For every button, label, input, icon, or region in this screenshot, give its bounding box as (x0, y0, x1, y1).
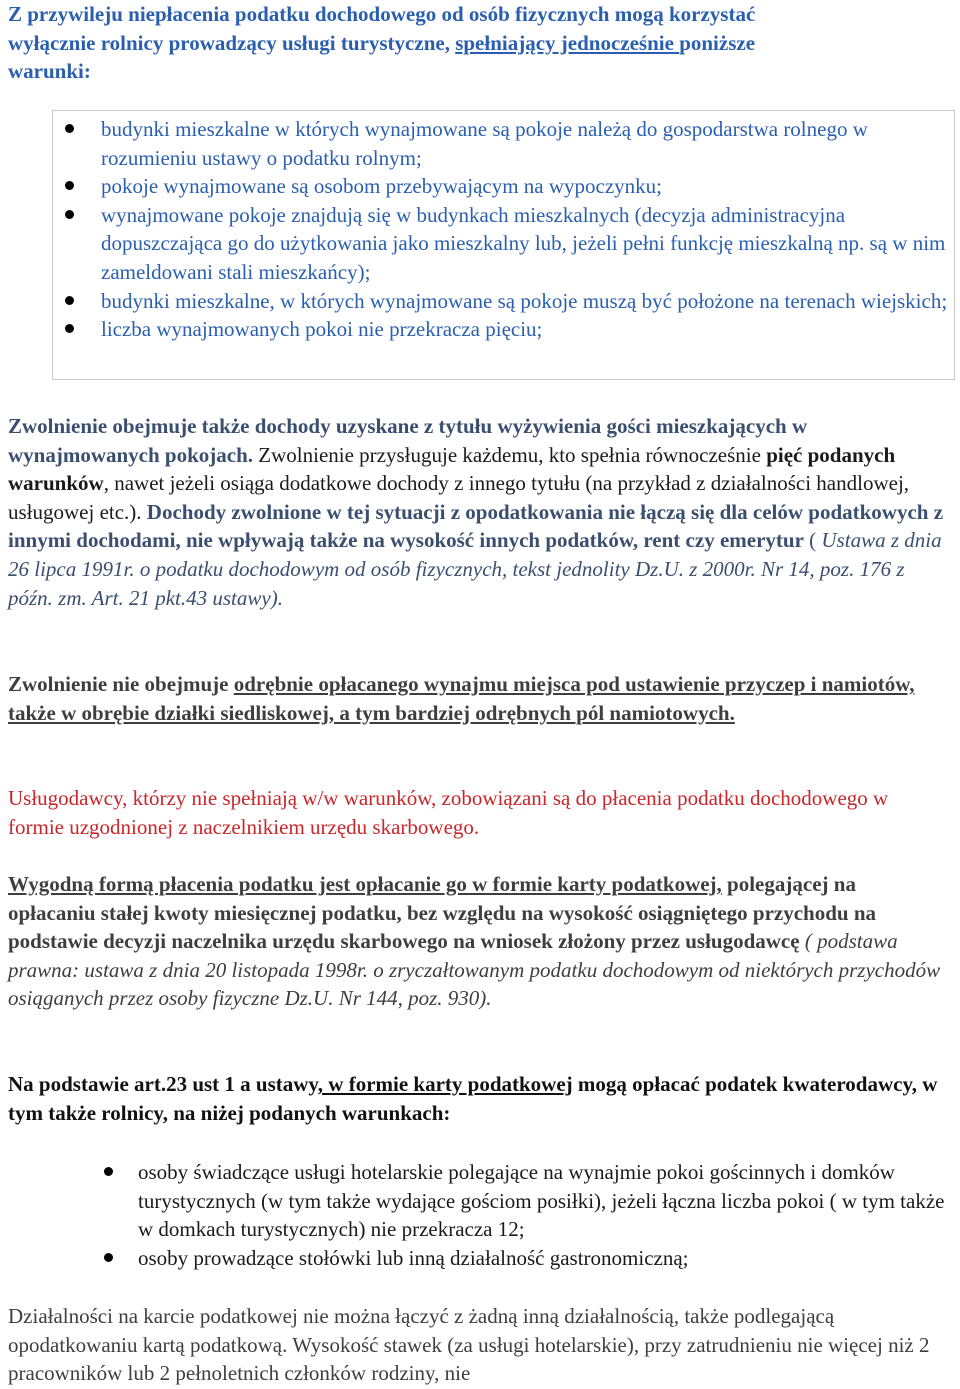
exemption-bold-1: Zwolnienie obejmuje także dochody uzyskane z tytułu wyżywienia gości mieszkających w wynajmowanych pokojach. (8, 414, 808, 467)
final-text: Działalności na karcie podatkowej nie można łączyć z żadną inną działalnością, także podlegającą opodatkowaniu kartą podatkową. Wysokość stawek (za usługi hotelarskie), przy zatrudnieniu nie więcej niż 2 pracowników lub 2 pełnoletnich członków rodziny, nie (8, 1304, 930, 1386)
condition-text: wynajmowane pokoje znajdują się w budynkach mieszkalnych (decyzja administracyjna dopuszczająca go do użytkowania jako mieszkalny lub, jeżeli pełni funkcję mieszkalną np. są w nim zameldowani stali mieszkańcy); (101, 202, 946, 284)
condition-text: budynki mieszkalne, w których wynajmowane są pokoje muszą być położone na terenach wiejskich; (101, 288, 948, 313)
exemption-normal-1: Zwolnienie przysługuje każdemu, kto spełnia równocześnie (253, 442, 767, 467)
exemption-normal-3: ( (803, 528, 822, 553)
exemption-paragraph (8, 412, 948, 612)
exemption-bold-2: pięć podanych warunków (8, 442, 896, 496)
art23-underlined: , w formie karty podatkowej (317, 1072, 573, 1096)
condition-item (101, 172, 954, 201)
intro-line-3: warunki: (8, 59, 91, 84)
karta-legal-basis: ( podstawa prawna: ustawa z dnia 20 listopada 1998r. o zryczałtowanym podatku dochodowym od niektórych przychodów osiąganych przez osoby fizyczne Dz.U. Nr 144, poz. 930). (8, 929, 941, 1011)
bullet-icon (104, 1253, 113, 1262)
red-note-paragraph (8, 784, 948, 841)
intro-line-2-underlined: spełniający jednocześnie (455, 30, 680, 55)
art23-paragraph (8, 1070, 948, 1127)
karta-condition-item (138, 1158, 948, 1244)
conditions-list (53, 111, 954, 344)
not-covered-paragraph (8, 670, 948, 727)
karta-condition-text: osoby prowadzące stołówki lub inną działalność gastronomiczną; (138, 1245, 689, 1270)
art23-bold-1: Na podstawie art.23 ust 1 a ustawy (8, 1072, 318, 1096)
final-paragraph (8, 1302, 948, 1388)
red-note-text: Usługodawcy, którzy nie spełniają w/w warunków, zobowiązani są do płacenia podatku dochodowego w formie uzgodnionej z naczelnikiem urzędu skarbowego. (8, 786, 889, 839)
condition-item (101, 115, 954, 172)
bullet-icon (65, 324, 74, 333)
karta-conditions (8, 1158, 948, 1272)
bullet-icon (65, 124, 74, 133)
not-covered-underlined: odrębnie opłacanego wynajmu miejsca pod ustawienie przyczep i namiotów, także w obrębie działki siedliskowej, a tym bardziej odrębnych pól namiotowych. (8, 672, 915, 725)
condition-text: liczba wynajmowanych pokoi nie przekracza pięciu; (101, 317, 543, 342)
bullet-icon (65, 210, 74, 219)
condition-item (101, 287, 954, 316)
exemption-normal-2: , nawet jeżeli osiąga dodatkowe dochody z innego tytułu (na przykład z działalności handlowej, usługowej etc.). (8, 471, 910, 524)
conditions-box (52, 110, 955, 380)
karta-condition-text: osoby świadczące usługi hotelarskie polegające na wynajmie pokoi gościnnych i domków turystycznych (w tym także wydające gościom posiłki), jeżeli łączna liczba pokoi ( w tym także w domkach turystycznych) nie przekracza 12; (138, 1160, 945, 1242)
condition-item (101, 315, 954, 344)
bullet-icon (65, 181, 74, 190)
karta-underlined: Wygodną formą płacenia podatku jest opłacanie go w formie karty podatkowej, (8, 872, 722, 896)
intro-line-1: Z przywileju niepłacenia podatku dochodowego od osób fizycznych mogą korzystać (8, 2, 756, 26)
art23-bold-2: mogą opłacać podatek kwaterodawcy, w tym także rolnicy, na niżej podanych warunkach: (8, 1072, 938, 1125)
condition-item (101, 201, 954, 287)
intro-line-2b: poniższe (679, 30, 756, 55)
not-covered-bold: Zwolnienie nie obejmuje (8, 672, 234, 696)
intro-line-2a: wyłącznie rolnicy prowadzący usługi turystyczne, (8, 30, 456, 55)
karta-paragraph (8, 870, 948, 1013)
karta-bold: polegającej na opłacaniu stałej kwoty miesięcznej podatku, bez względu na wysokość osiągniętego przychodu na podstawie decyzji naczelnika urzędu skarbowego na wniosek złożony przez usługodawcę (8, 872, 877, 954)
bullet-icon (104, 1167, 113, 1176)
condition-text: pokoje wynajmowane są osobom przebywającym na wypoczynku; (101, 174, 663, 199)
exemption-legal-basis: Ustawa z dnia 26 lipca 1991r. o podatku dochodowym od osób fizycznych, tekst jednolity Dz.U. z 2000r. Nr 14, poz. 176 z późn. zm. Art. 21 pkt.43 ustawy). (8, 528, 942, 610)
intro-paragraph (8, 0, 948, 86)
bullet-icon (65, 296, 74, 305)
condition-text: budynki mieszkalne w których wynajmowane są pokoje należą do gospodarstwa rolnego w rozumieniu ustawy o podatku rolnym; (101, 117, 868, 170)
exemption-bold-3: Dochody zwolnione w tej sytuacji z opodatkowania nie łączą się dla celów podatkowych z innymi dochodami, nie wpływają także na wysokość innych podatków, rent czy emerytur (8, 499, 944, 553)
karta-condition-item (138, 1244, 948, 1273)
karta-conditions-list (8, 1158, 948, 1272)
